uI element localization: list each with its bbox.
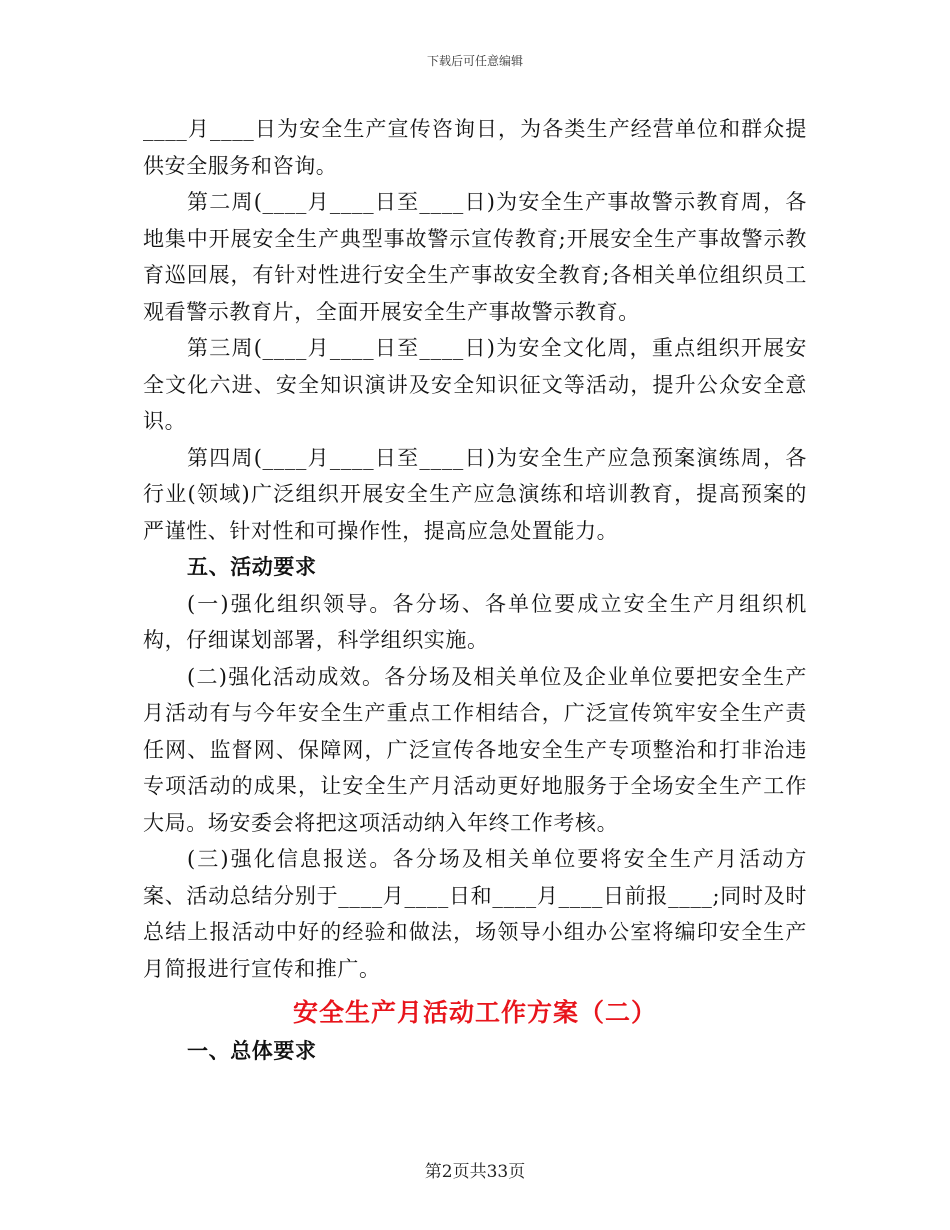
- page-number: 第2页共33页: [424, 1162, 526, 1182]
- paragraph-requirement-three: (三)强化信息报送。各分场及相关单位要将安全生产月活动方案、活动总结分别于____月____日和____月____日前报____;同时及时总结上报活动中好的经验和做法，场领导小组办公室将编印安全生产月简报进行宣传和推广。: [143, 847, 807, 981]
- section-heading-requirements: 五、活动要求: [187, 554, 317, 579]
- section-title-plan-two: 安全生产月活动工作方案（二）: [292, 998, 657, 1027]
- paragraph-consult-day: ____月____日为安全生产宣传咨询日，为各类生产经营单位和群众提供安全服务和咨询。: [143, 117, 807, 178]
- paragraph-week-four: 第四周(____月____日至____日)为安全生产应急预案演练周，各行业(领域)广泛组织开展安全生产应急演练和培训教育，提高预案的严谨性、针对性和可操作性，提高应急处置能力。: [143, 445, 807, 543]
- paragraph-requirement-one: (一)强化组织领导。各分场、各单位要成立安全生产月组织机构，仔细谋划部署，科学组织实施。: [143, 591, 807, 652]
- document-body: [143, 111, 807, 1070]
- header-note: 下载后可任意编辑: [426, 54, 523, 68]
- section-heading-overall: 一、总体要求: [187, 1038, 317, 1063]
- paragraph-week-two: 第二周(____月____日至____日)为安全生产事故警示教育周，各地集中开展安全生产典型事故警示宣传教育;开展安全生产事故警示教育巡回展，有针对性进行安全生产事故安全教育;各相关单位组织员工观看警示教育片，全面开展安全生产事故警示教育。: [143, 190, 807, 324]
- paragraph-week-three: 第三周(____月____日至____日)为安全文化周，重点组织开展安全文化六进、安全知识演讲及安全知识征文等活动，提升公众安全意识。: [143, 336, 807, 433]
- paragraph-requirement-two: (二)强化活动成效。各分场及相关单位及企业单位要把安全生产月活动有与今年安全生产重点工作相结合，广泛宣传筑牢安全生产责任网、监督网、保障网，广泛宣传各地安全生产专项整治和打非治违专项活动的成果，让安全生产月活动更好地服务于全场安全生产工作大局。场安委会将把这项活动纳入年终工作考核。: [143, 664, 807, 835]
